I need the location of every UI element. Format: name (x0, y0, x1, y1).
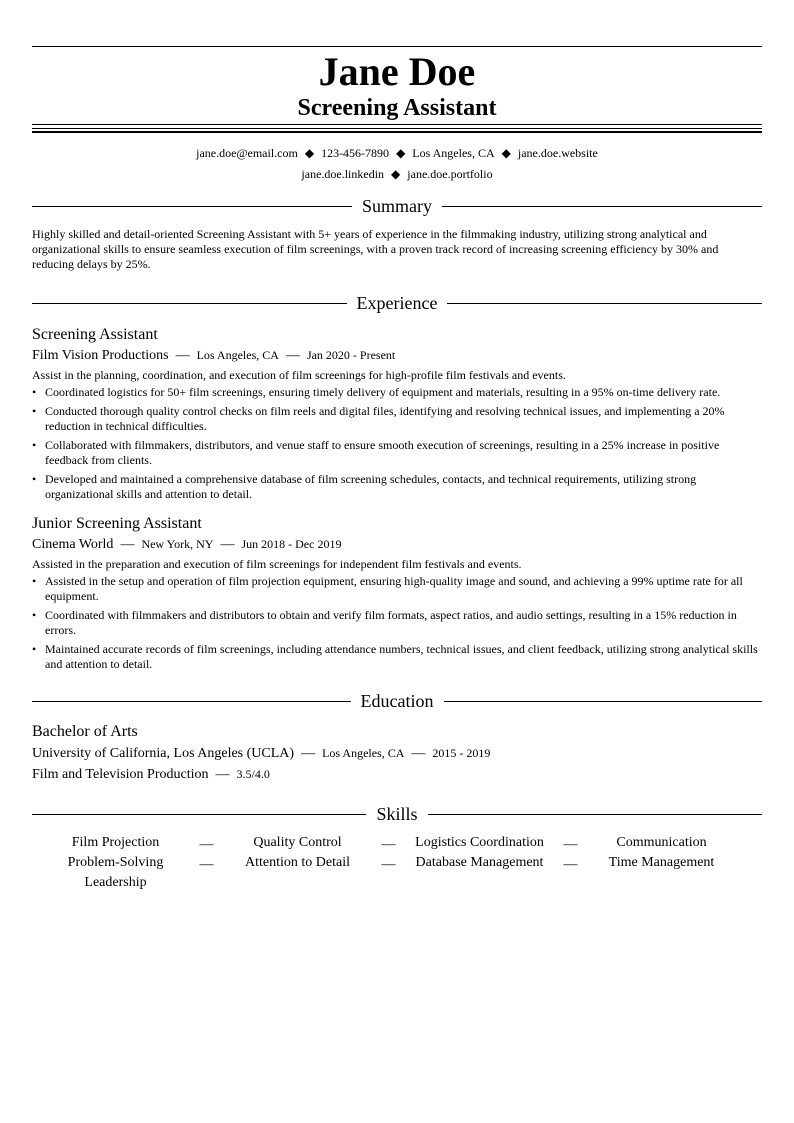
bullet-icon: • (32, 438, 37, 452)
skill-item: Film Projection (71, 835, 160, 850)
skills-heading (32, 802, 762, 826)
header-rule (32, 124, 762, 133)
dash-separator: — (120, 537, 135, 552)
skills-row (32, 834, 762, 854)
skills-heading-label: Skills (376, 804, 418, 824)
education-school: University of California, Los Angeles (UCLA) (32, 746, 295, 761)
job-bullets (32, 574, 762, 672)
diamond-icon: ◆ (501, 146, 511, 160)
dash-separator: — (411, 746, 426, 761)
education-heading (32, 689, 762, 713)
diamond-icon: ◆ (304, 146, 315, 160)
list-item: • Collaborated with filmmakers, distributors, and venue staff to ensure smooth execution of screenings, resulting in a 25% increase in positive feedback from clients. (32, 438, 720, 467)
candidate-name: Jane Doe (318, 49, 476, 94)
list-item: • Coordinated with filmmakers and distributors to obtain and verify film formats, aspect ratios, and audio settings, resulting in a 15% reduction in errors. (32, 608, 737, 637)
skill-item: Logistics Coordination (415, 835, 544, 850)
summary-text: Highly skilled and detail-oriented Screening Assistant with 5+ years of experience in the filmmaking industry, utilizing strong analytical and organizational skills to ensure seamless execution of film screenings, with a proven track record of increasing screening efficiency by 30% and reducing delays by 25%. (32, 227, 719, 271)
contact-linkedin[interactable]: jane.doe.linkedin (301, 167, 385, 181)
bullet-icon: • (32, 385, 37, 399)
skill-item: Communication (616, 835, 707, 850)
job-dates: Jun 2018 - Dec 2019 (241, 537, 342, 551)
diamond-icon: ◆ (396, 146, 406, 160)
skills-row (32, 854, 762, 874)
diamond-icon: ◆ (391, 167, 401, 181)
resume-page (32, 46, 762, 894)
bullet-icon: • (32, 642, 37, 656)
skills-row (32, 874, 762, 894)
contact-phone[interactable]: 123-456-7890 (321, 146, 390, 160)
dash-separator: — (199, 837, 214, 852)
dash-separator: — (301, 746, 316, 761)
list-item: • Developed and maintained a comprehensive database of film screening schedules, contacts, and technical requirements, utilizing strong organizational skills and attention to detail. (32, 472, 697, 501)
skill-item: Attention to Detail (245, 855, 350, 870)
dash-separator: — (215, 767, 230, 782)
dash-separator: — (175, 348, 190, 363)
education-school-line (32, 744, 762, 763)
bullet-icon: • (32, 404, 37, 418)
dash-separator: — (381, 837, 396, 852)
job-role: Screening Assistant (32, 326, 158, 343)
dash-separator: — (381, 857, 396, 872)
job-bullets (32, 385, 762, 502)
dash-separator: — (220, 537, 235, 552)
bullet-icon: • (32, 472, 37, 486)
list-item: • Assisted in the setup and operation of film projection equipment, ensuring high-quality image and sound, and achieving a 99% uptime rate for all equipment. (32, 574, 743, 603)
contact-portfolio[interactable]: jane.doe.portfolio (407, 167, 493, 181)
education-major-line (32, 765, 762, 784)
contact-email[interactable]: jane.doe@email.com (196, 146, 298, 160)
top-rule (32, 46, 762, 47)
experience-item (32, 325, 762, 502)
contact-line-2 (32, 164, 762, 185)
education-degree: Bachelor of Arts (32, 723, 138, 740)
skill-item: Leadership (84, 875, 147, 890)
job-company: Film Vision Productions (32, 348, 169, 363)
education-heading-label: Education (360, 691, 434, 711)
job-location: Los Angeles, CA (196, 348, 279, 362)
contact-location: Los Angeles, CA (412, 146, 495, 160)
bullet-icon: • (32, 574, 37, 588)
dash-separator: — (563, 837, 578, 852)
skill-item: Problem-Solving (67, 855, 164, 870)
job-meta (32, 346, 762, 365)
dash-separator: — (563, 857, 578, 872)
contact-info (32, 143, 762, 185)
job-role: Junior Screening Assistant (32, 515, 202, 532)
skills-grid (32, 834, 762, 894)
skill-item: Quality Control (253, 835, 342, 850)
skill-item: Time Management (608, 855, 715, 870)
experience-heading-label: Experience (356, 293, 438, 313)
education-gpa: 3.5/4.0 (236, 767, 270, 781)
candidate-title: Screening Assistant (297, 95, 497, 121)
job-dates: Jan 2020 - Present (306, 348, 396, 362)
dash-separator: — (199, 857, 214, 872)
skill-item: Database Management (415, 855, 544, 870)
summary-heading-label: Summary (362, 196, 432, 216)
dash-separator: — (285, 348, 300, 363)
education-dates: 2015 - 2019 (432, 746, 491, 760)
bullet-icon: • (32, 608, 37, 622)
education-major: Film and Television Production (32, 767, 209, 782)
list-item: • Maintained accurate records of film screenings, including attendance numbers, technical issues, and client feedback, utilizing strong analytical skills and attention to detail. (32, 642, 758, 671)
experience-item (32, 514, 762, 672)
summary-heading (32, 194, 762, 218)
contact-line-1 (32, 143, 762, 164)
experience-heading (32, 291, 762, 315)
job-description: Assisted in the preparation and execution of film screenings for independent film festivals and events. (32, 557, 522, 571)
education-location: Los Angeles, CA (322, 746, 405, 760)
job-location: New York, NY (141, 537, 214, 551)
job-meta (32, 535, 762, 554)
contact-website[interactable]: jane.doe.website (517, 146, 598, 160)
list-item: • Coordinated logistics for 50+ film screenings, ensuring timely delivery of equipment and materials, resulting in a 95% on-time delivery rate. (32, 385, 721, 399)
job-description: Assist in the planning, coordination, and execution of film screenings for high-profile film festivals and events. (32, 368, 566, 382)
list-item: • Conducted thorough quality control checks on film reels and digital files, identifying and resolving technical issues, and implementing a 20% reduction in technical difficulties. (32, 404, 725, 433)
job-company: Cinema World (32, 537, 114, 552)
